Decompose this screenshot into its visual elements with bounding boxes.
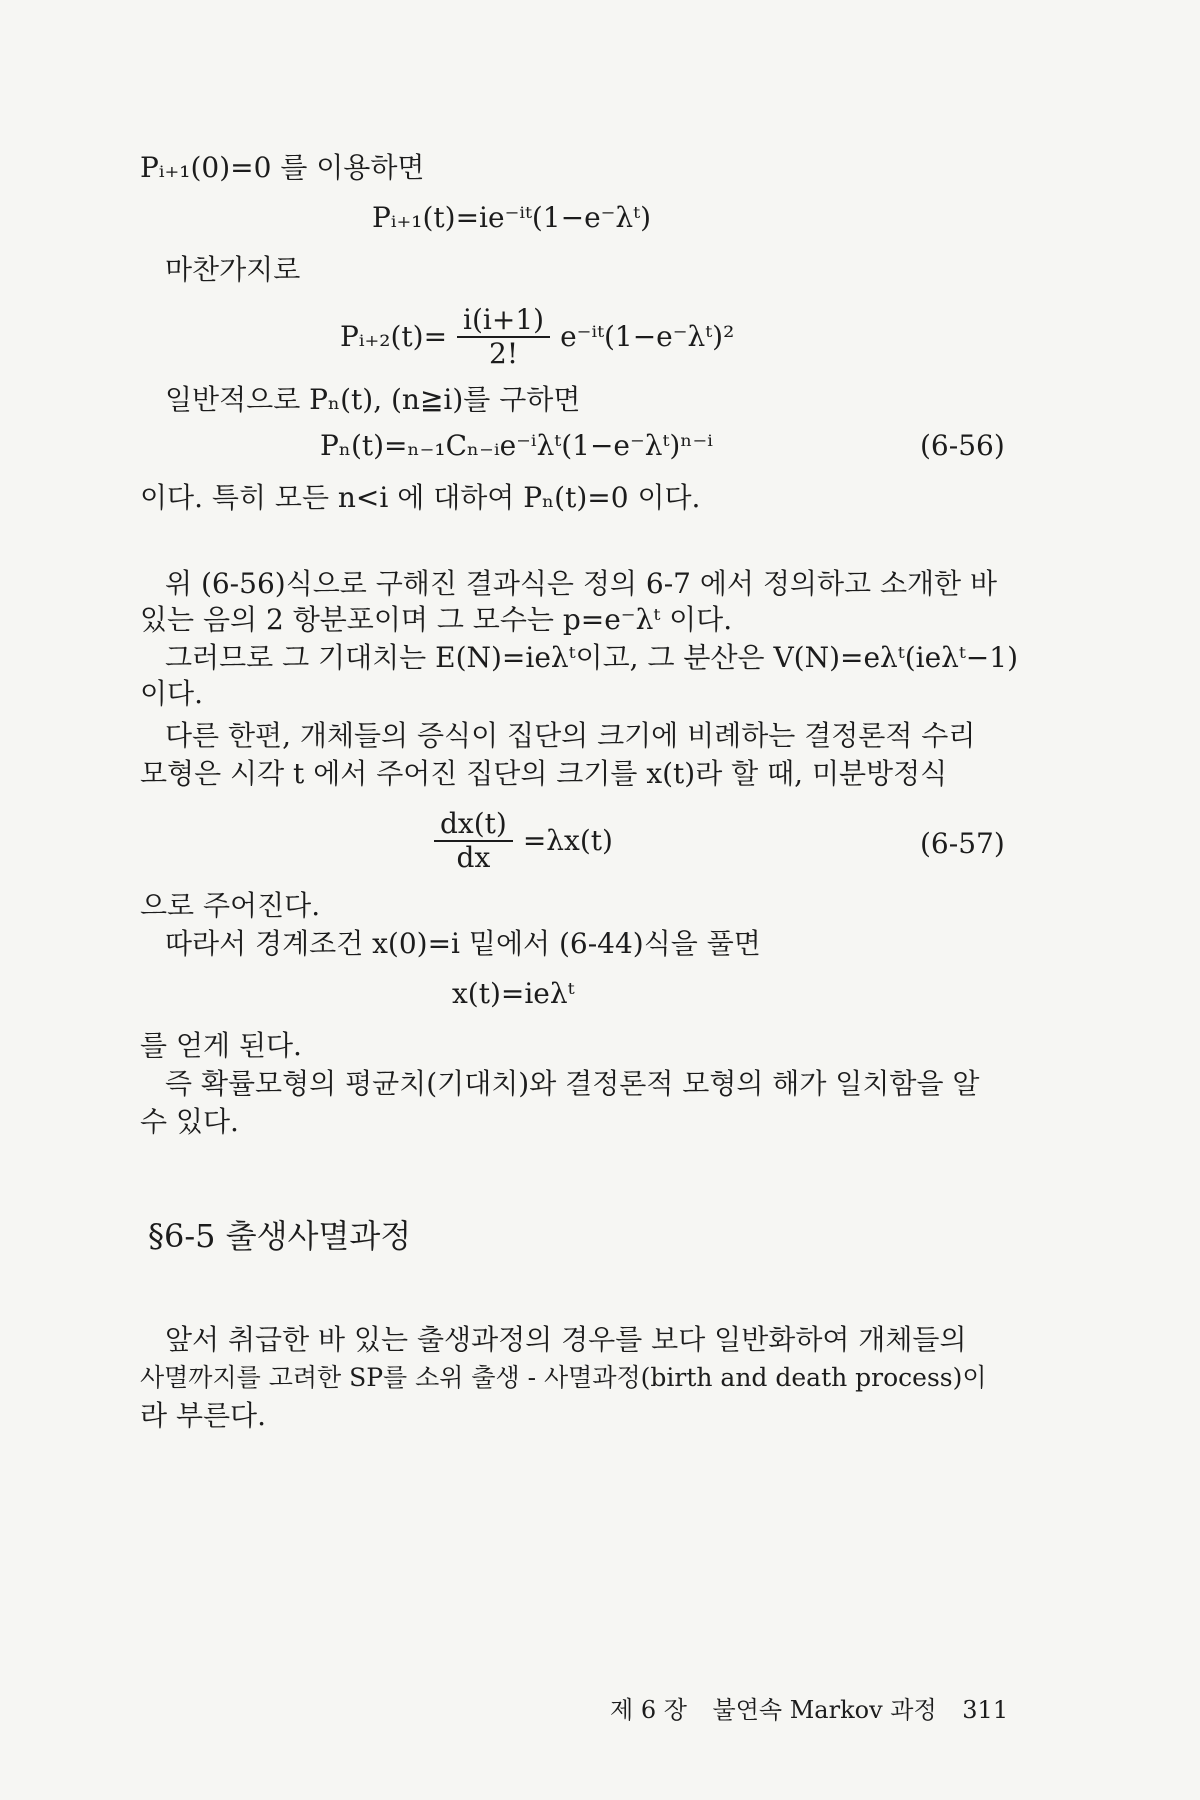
text-line: 으로 주어진다. (140, 889, 321, 922)
equation-number: (6-56) (920, 429, 1005, 462)
equation: x(t)=ieλᵗ (452, 977, 575, 1010)
text-line: 따라서 경계조건 x(0)=i 밑에서 (6-44)식을 풀면 (165, 927, 761, 960)
text-line: 그러므로 그 기대치는 E(N)=ieλᵗ이고, 그 분산은 V(N)=eλᵗ(ieλᵗ−1) (165, 641, 1018, 674)
equation-number: (6-57) (920, 827, 1005, 860)
text-line: 일반적으로 Pₙ(t), (n≧i)를 구하면 (165, 383, 581, 416)
equation: Pᵢ₊₁(t)=ie⁻ⁱᵗ(1−e⁻λᵗ) (372, 201, 652, 234)
text-line: 모형은 시각 t 에서 주어진 집단의 크기를 x(t)라 할 때, 미분방정식 (140, 757, 948, 790)
text-line: 이다. 특히 모든 n<i 에 대하여 Pₙ(t)=0 이다. (140, 481, 701, 514)
footer-title: 불연속 Markov 과정 (712, 1696, 937, 1724)
text-line: 다른 한편, 개체들의 증식이 집단의 크기에 비례하는 결정론적 수리 (165, 719, 976, 752)
equation (340, 304, 1200, 370)
fraction-numerator: dx(t) (434, 808, 513, 842)
text-line: 위 (6-56)식으로 구해진 결과식은 정의 6-7 에서 정의하고 소개한 바 (165, 567, 998, 600)
text-line: 사멸까지를 고려한 SP를 소위 출생 - 사멸과정(birth and death process)이 (140, 1363, 987, 1392)
fraction (434, 808, 513, 874)
fraction-numerator: i(i+1) (457, 304, 550, 338)
equation-rhs: e⁻ⁱᵗ(1−e⁻λᵗ)² (560, 320, 735, 353)
text-line: 즉 확률모형의 평균치(기대치)와 결정론적 모형의 해가 일치함을 알 (165, 1067, 980, 1100)
equation: Pₙ(t)=ₙ₋₁Cₙ₋ᵢe⁻ⁱλᵗ(1−e⁻λᵗ)ⁿ⁻ⁱ (320, 429, 713, 462)
page-number: 311 (962, 1696, 1009, 1724)
section-heading: §6-5 출생사멸과정 (148, 1217, 412, 1255)
text-line: Pᵢ₊₁(0)=0 를 이용하면 (140, 151, 425, 184)
text-line: 앞서 취급한 바 있는 출생과정의 경우를 보다 일반화하여 개체들의 (165, 1323, 967, 1356)
footer-chapter: 제 6 장 (610, 1696, 687, 1724)
text-line: 있는 음의 2 항분포이며 그 모수는 p=e⁻λᵗ 이다. (140, 603, 733, 636)
fraction (457, 304, 550, 370)
text-line: 를 얻게 된다. (140, 1029, 302, 1062)
text-line: 마찬가지로 (165, 253, 301, 286)
page-footer (610, 1690, 1026, 1725)
fraction-denominator: dx (456, 841, 491, 874)
equation-rhs: =λx(t) (522, 824, 613, 857)
numbered-equation (0, 808, 1200, 880)
fraction-denominator: 2! (489, 337, 519, 370)
text-line: 라 부른다. (140, 1399, 266, 1432)
equation-lhs: Pᵢ₊₂(t)= (340, 320, 448, 353)
text-line: 수 있다. (140, 1105, 239, 1138)
text-line: 이다. (140, 677, 203, 710)
